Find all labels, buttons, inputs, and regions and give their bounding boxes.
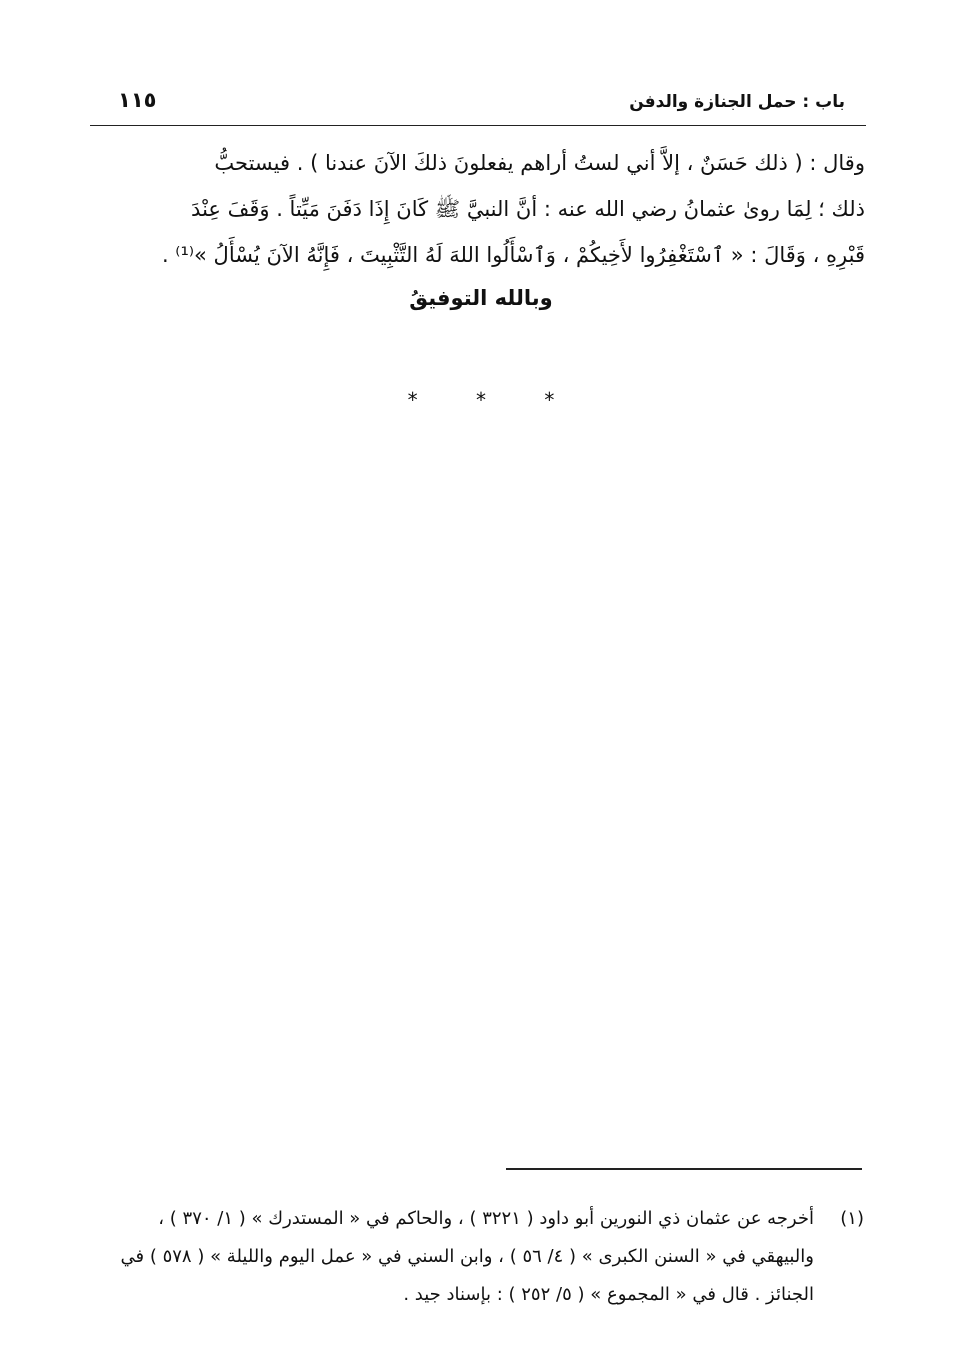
footnote-marker: (١) bbox=[840, 1208, 864, 1229]
page-number: ١١٥ bbox=[118, 88, 157, 112]
body-line: قَبْرِهِ ، وَقَالَ : « ٱسْتَغْفِرُوا لأَخِيكُمْ ، وَٱسْأَلُوا اللهَ لَهُ التَّثْبِيتَ ، فَإِنَّهُ الآنَ يُسْأَلُ »⁽¹⁾ . bbox=[161, 243, 865, 267]
footnote-text bbox=[88, 1200, 814, 1314]
footnote-divider bbox=[506, 1168, 862, 1170]
section-separator: * * * bbox=[407, 388, 581, 412]
footnote-line: أخرجه عن عثمان ذي النورين أبو داود ( ٣٢٢١ ) ، والحاكم في « المستدرك » ( ١/ ٣٧٠ ) ، bbox=[158, 1208, 814, 1229]
footnote-line: والبيهقي في « السنن الكبرى » ( ٤/ ٥٦ ) ، وابن السني في « عمل اليوم والليلة » ( ٥٧٨ ) في bbox=[120, 1246, 814, 1267]
body-paragraph bbox=[110, 140, 865, 278]
body-line: ذلك ؛ لِمَا روىٰ عثمانُ رضي الله عنه : أنَّ النبيَّ ﷺ كَانَ إِذَا دَفَنَ مَيِّتاً . وَقَفَ عِنْدَ bbox=[191, 197, 865, 221]
body-line: وقال : ( ذلك حَسَنٌ ، إلاَّ أني لستُ أراهم يفعلونَ ذلكَ الآنَ عندنا ) . فيستحبُّ bbox=[214, 151, 865, 175]
footnote bbox=[88, 1200, 864, 1314]
footnote-line: الجنائز . قال في « المجموع » ( ٥/ ٢٥٢ ) : بإسناد جيد . bbox=[403, 1284, 814, 1305]
chapter-title: باب : حمل الجنازة والدفن bbox=[629, 92, 845, 112]
closing-phrase: وبالله التوفيقُ bbox=[409, 286, 553, 310]
page-header bbox=[90, 86, 865, 122]
header-divider bbox=[90, 125, 866, 126]
